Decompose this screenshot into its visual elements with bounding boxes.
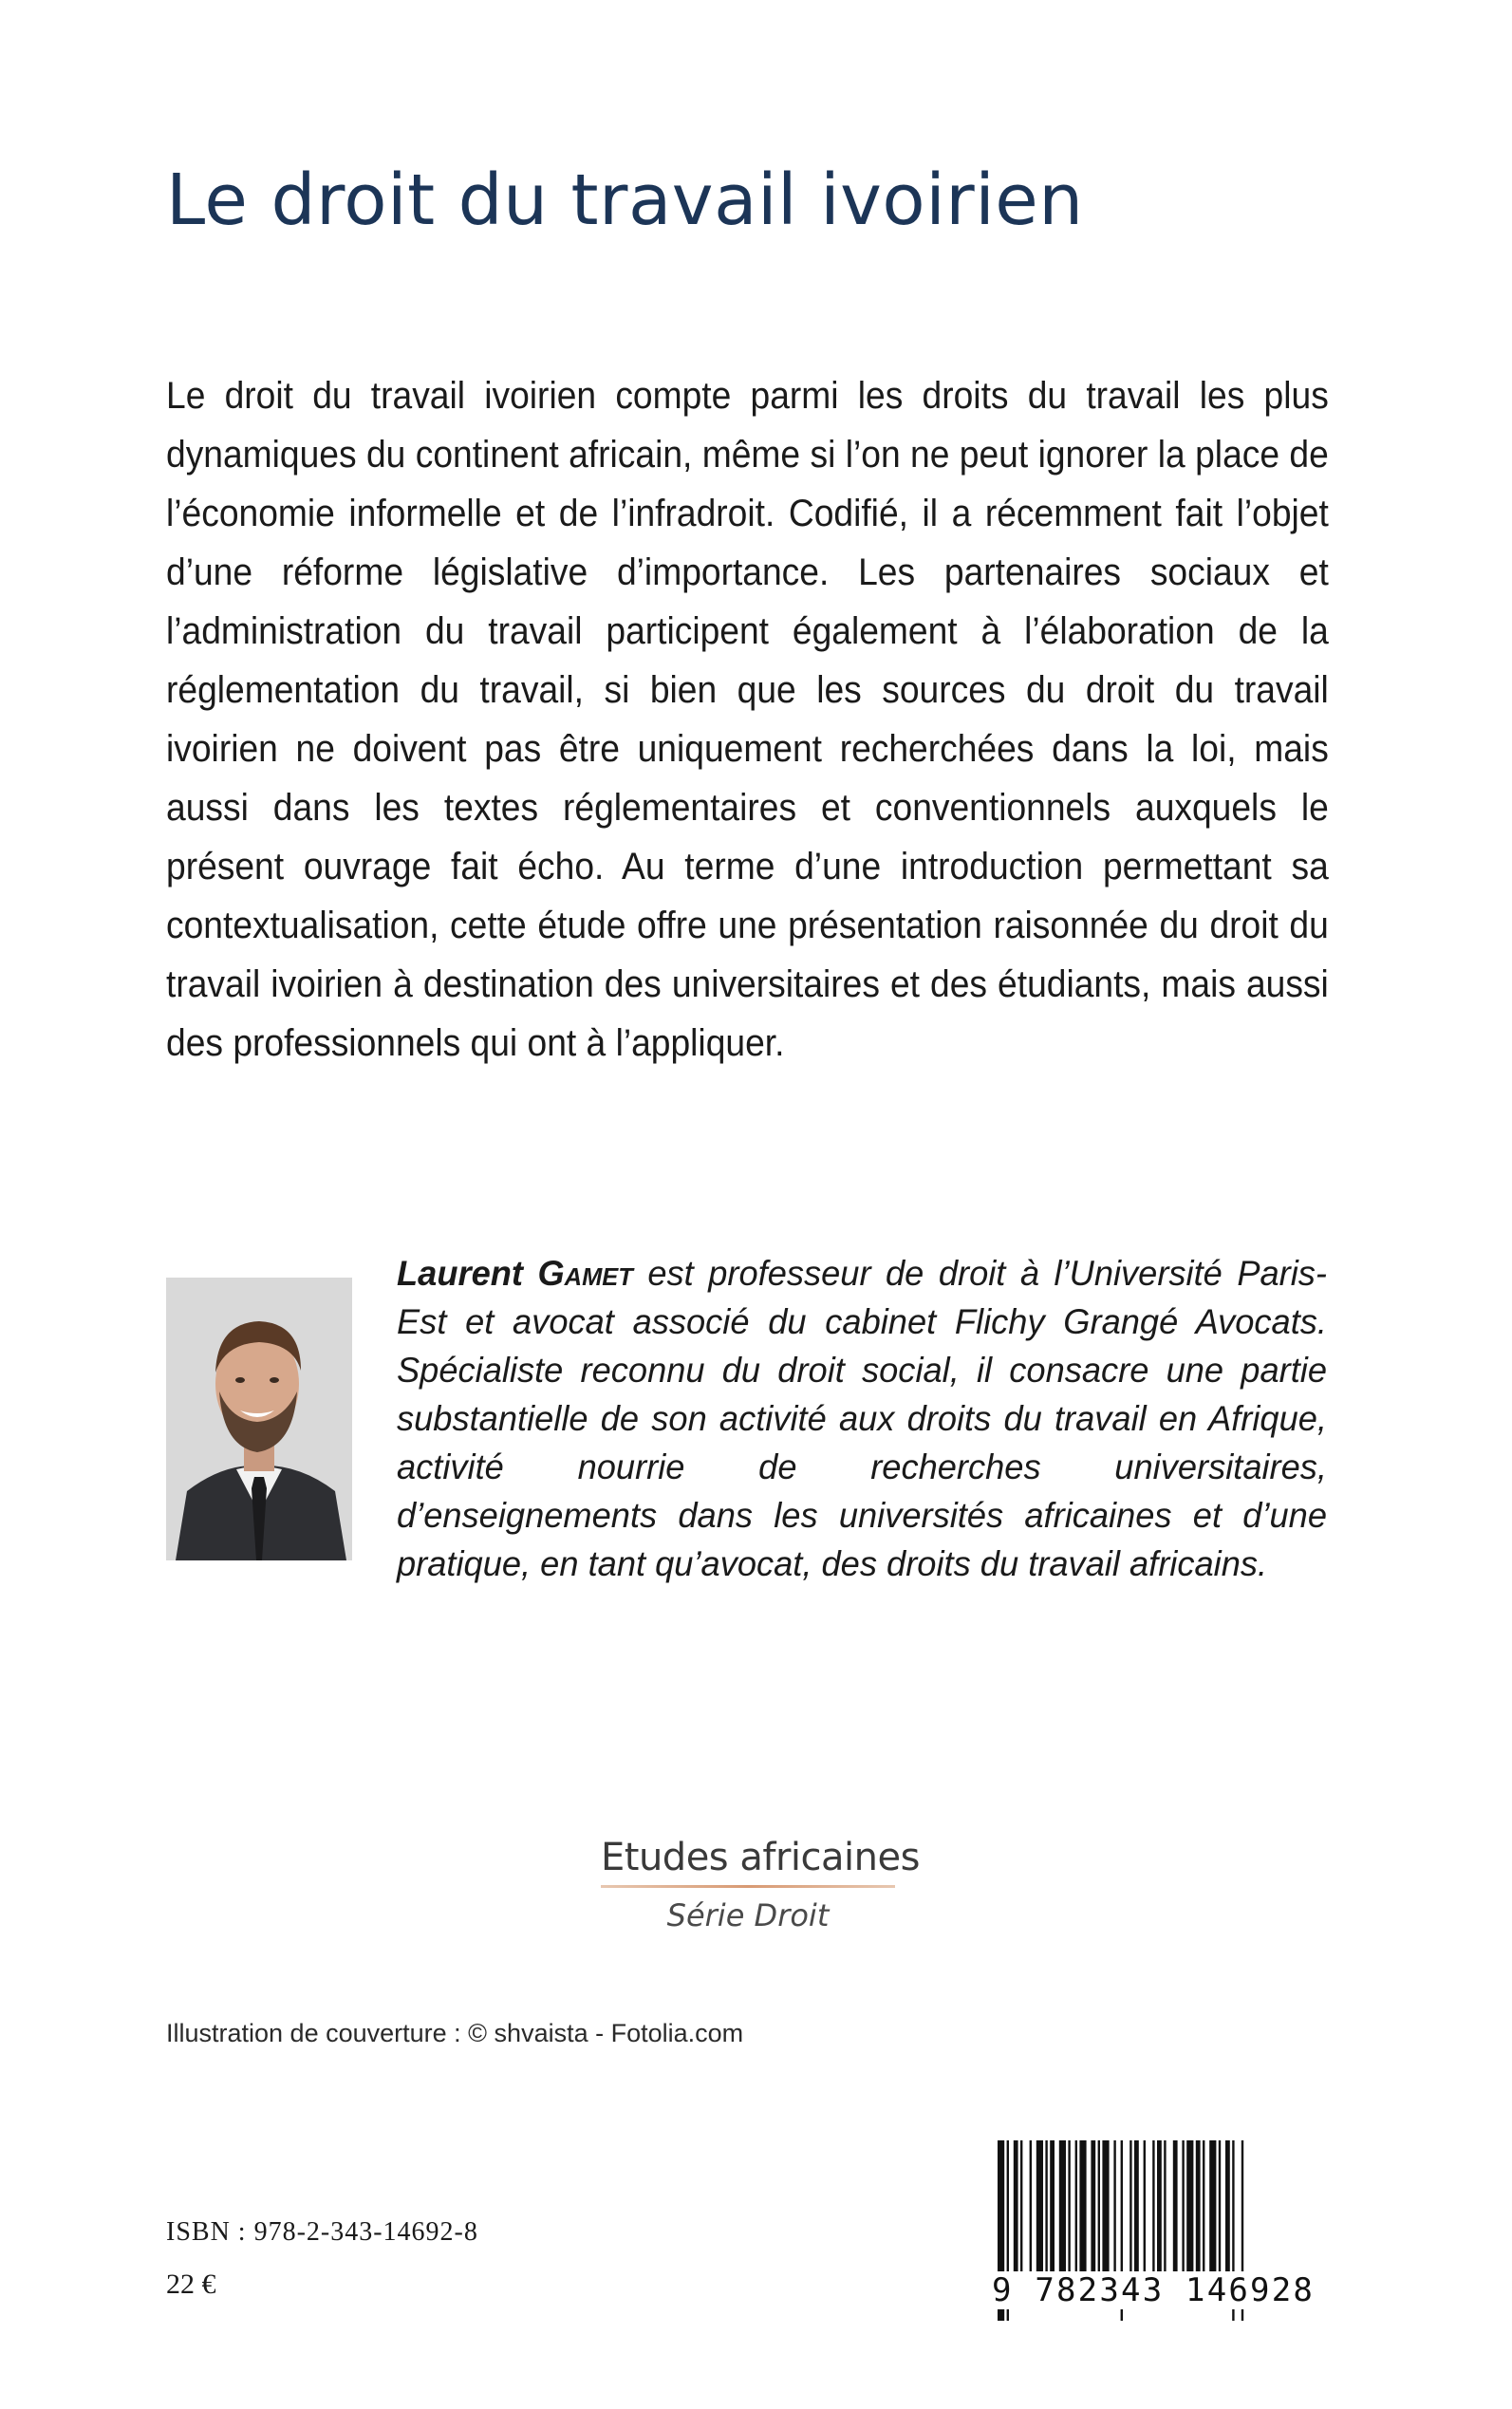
author-bio (397, 1249, 1327, 1588)
barcode-digits: 9 782343 146928 (992, 2271, 1319, 2309)
author-bio-text: est professeur de droit à l’Université Paris-Est et avocat associé du cabinet Flichy Grangé Avocats. Spécialiste reconnu du droit social, il consacre une partie substantielle de son activité aux droits du travail en Afrique, activité nourrie de recherches universitaires, d’enseignements dans les universités africaines et d’une pratique, en tant qu’avocat, des droits du travail africains. (397, 1254, 1328, 1583)
page-title: Le droit du travail ivoirien (166, 159, 1084, 241)
barcode-bar (1219, 2140, 1221, 2273)
cover-credit: Illustration de couverture : © shvaista - Fotolia.com (166, 2019, 744, 2047)
barcode-bar (1050, 2140, 1055, 2273)
barcode-bar (1182, 2140, 1184, 2273)
isbn: ISBN : 978-2-343-14692-8 (166, 2217, 478, 2247)
barcode-bar (1186, 2140, 1193, 2273)
series-divider (601, 1885, 895, 1888)
barcode-bar (1075, 2140, 1077, 2273)
barcode-bar (1225, 2140, 1230, 2273)
author-first-name: Laurent (397, 1254, 523, 1293)
barcode-bar (1203, 2140, 1204, 2273)
barcode-bar (1079, 2140, 1086, 2273)
barcode-bar (1098, 2140, 1100, 2273)
barcode-bar (1144, 2140, 1146, 2273)
barcode-bar (1036, 2140, 1043, 2273)
author-last-name: Gamet (537, 1254, 633, 1293)
barcode-bar (1020, 2140, 1022, 2273)
barcode-bar (1164, 2140, 1166, 2273)
barcode-bar (1129, 2140, 1131, 2273)
price: 22 € (166, 2269, 216, 2300)
barcode-bar (1068, 2140, 1070, 2273)
barcode-bar (1059, 2140, 1066, 2273)
series-block (601, 1836, 920, 1933)
barcode-bar (1091, 2140, 1095, 2273)
barcode-bar (1045, 2140, 1047, 2273)
author-photo (166, 1278, 352, 1560)
barcode-bar (1209, 2140, 1216, 2273)
barcode-bar (1102, 2140, 1109, 2273)
barcode-bar (1152, 2140, 1154, 2273)
series-subseries: Série Droit (666, 1897, 830, 1933)
series-name: Etudes africaines (601, 1836, 920, 1879)
barcode-bar (1196, 2140, 1201, 2273)
back-cover-blurb: Le droit du travail ivoirien compte parmi les droits du travail les plus dynamiques du continent africain, même si l’on ne peut ignorer la place de l’économie informelle et de l’infradroit. Codifié, il a récemment fait l’objet d’une réforme législative d’importance. Les partenaires sociaux et l’administration du travail participent également à l’élaboration de la réglementation du travail, si bien que les sources du droit du travail ivoirien ne doivent pas être uniquement recherchées dans la loi, mais aussi dans les textes réglementaires et conventionnels auxquels le présent ouvrage fait écho. Au terme d’une introduction permettant sa contextualisation, cette étude offre une présentation raisonnée du droit du travail ivoirien à destination des universitaires et des étudiants, mais aussi des professionnels qui ont à l’appliquer. (166, 375, 1329, 1064)
barcode-bar (1173, 2140, 1178, 2273)
barcode-bar (1014, 2140, 1018, 2273)
barcode-bar (1113, 2140, 1115, 2273)
barcode-bar (1134, 2140, 1139, 2273)
barcode-bar (1030, 2140, 1032, 2273)
barcode-bar (1157, 2140, 1162, 2273)
